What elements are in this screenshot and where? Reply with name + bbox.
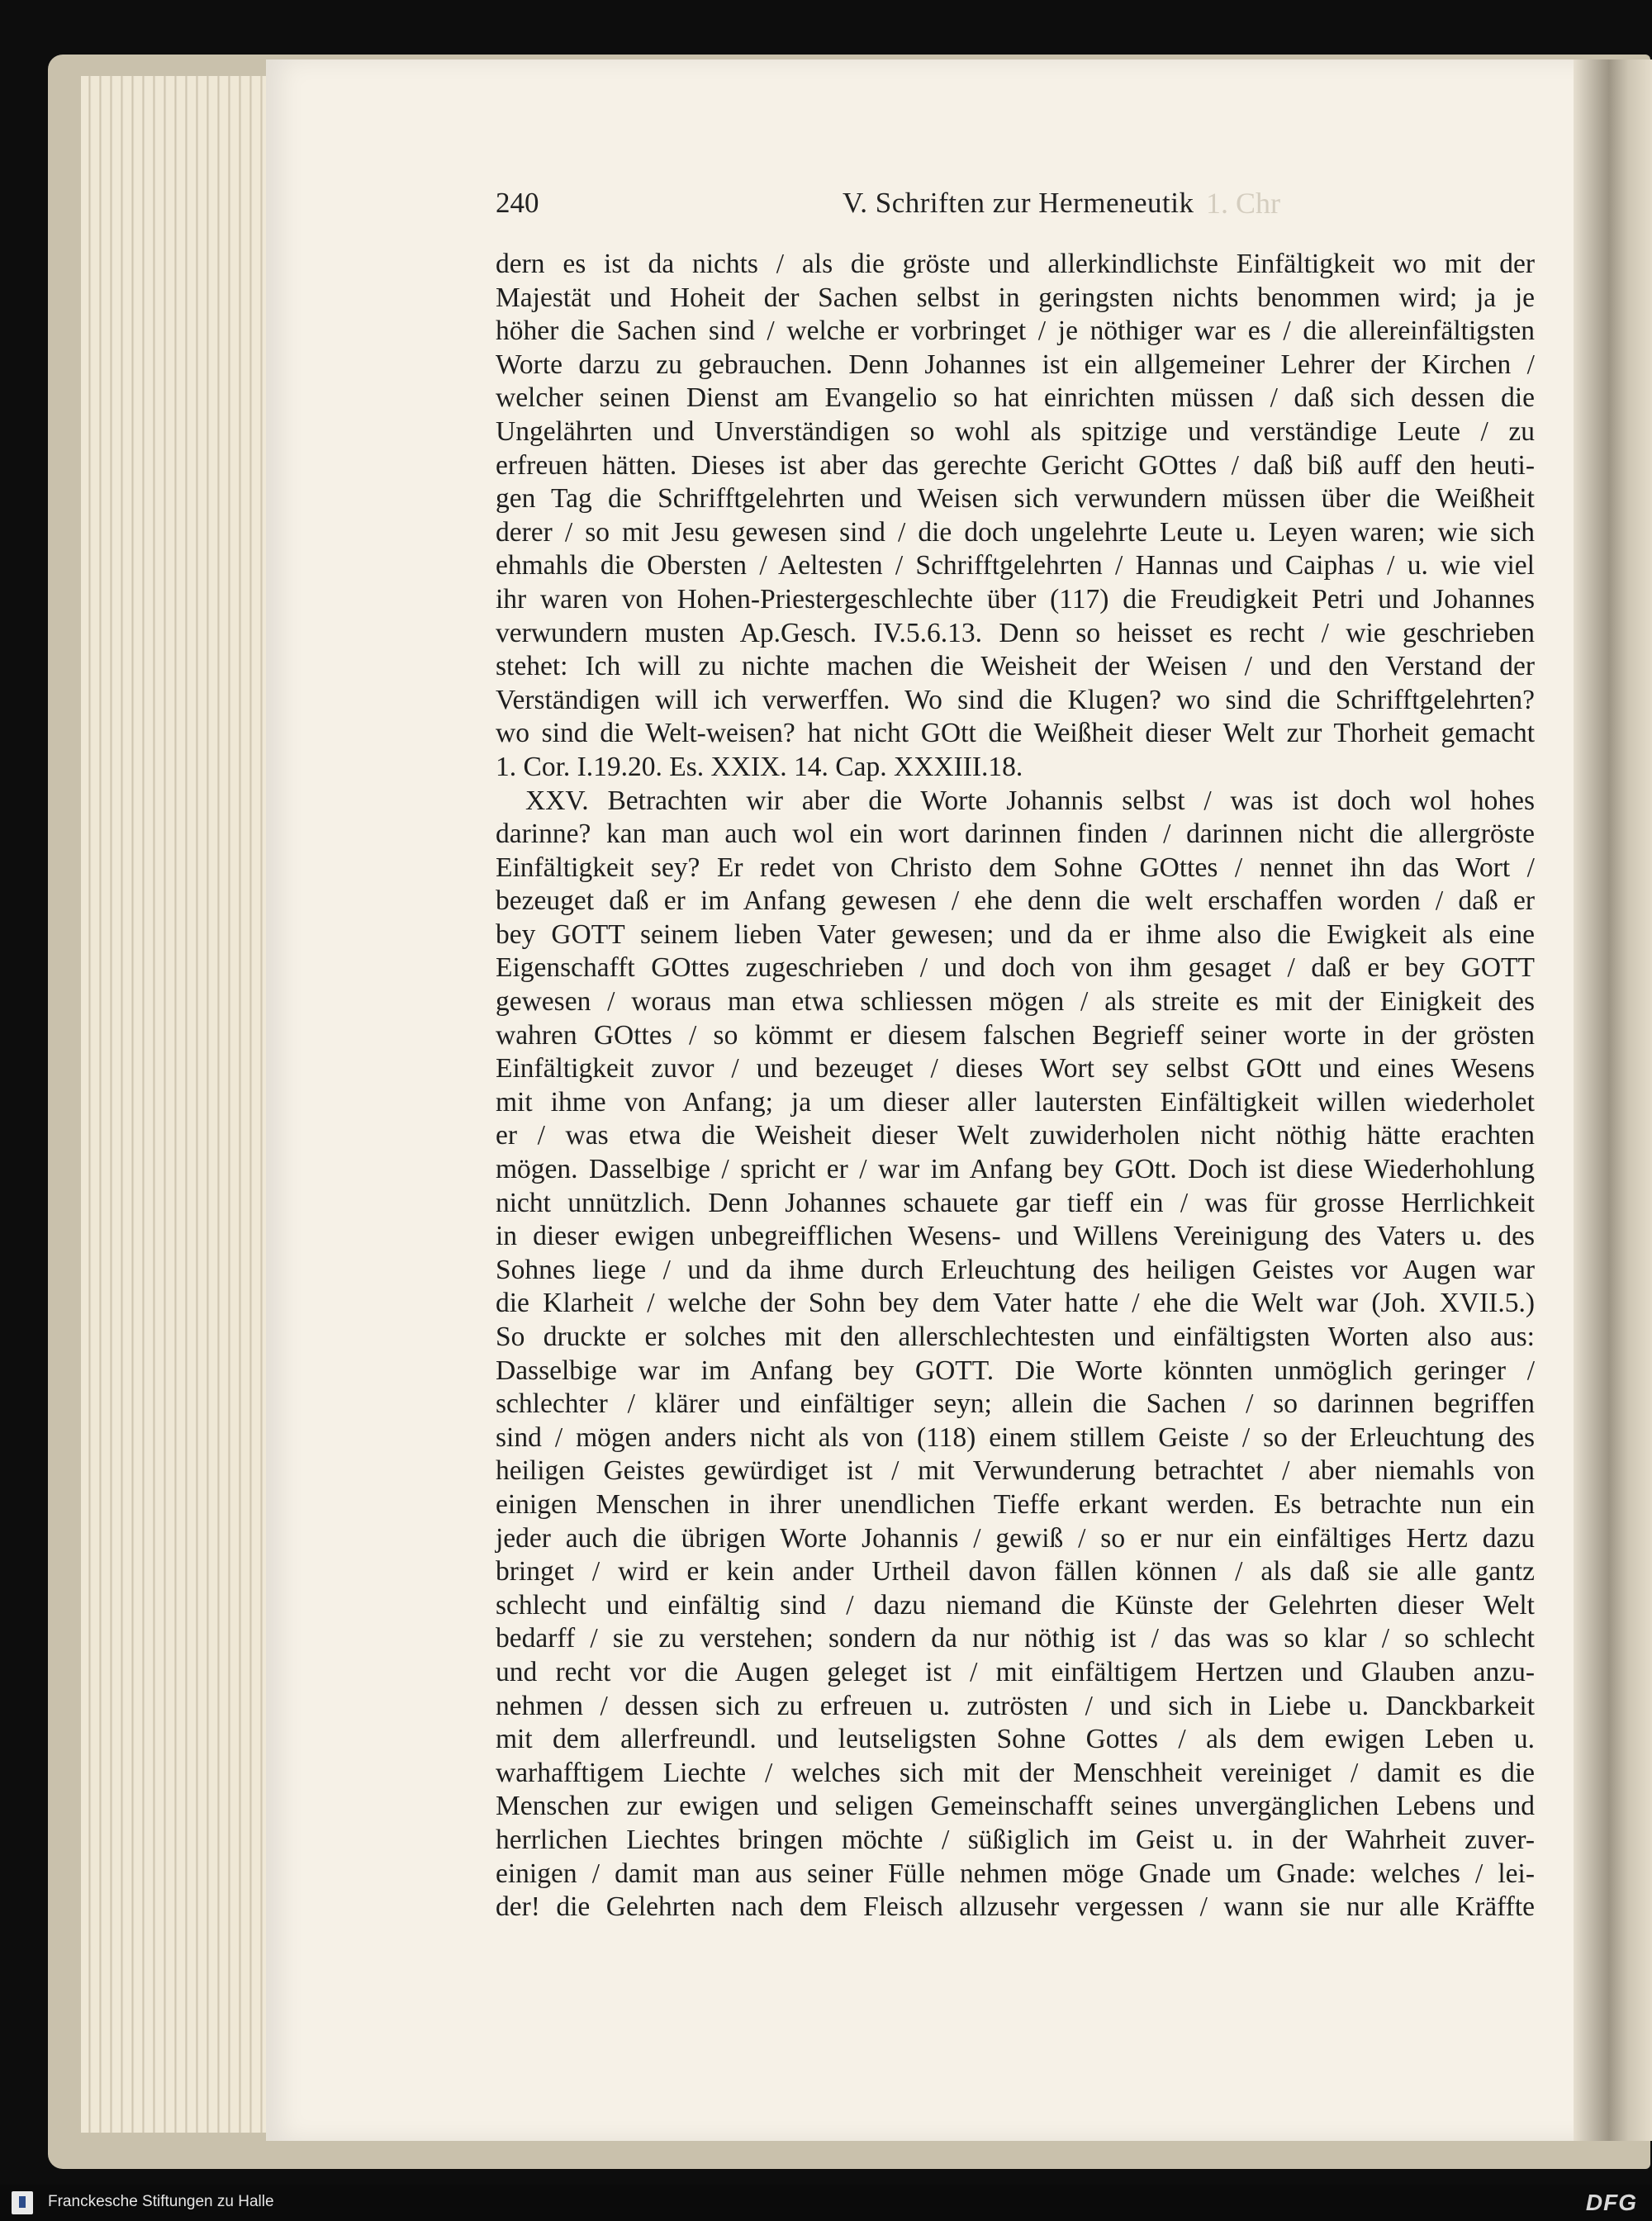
institution-label: Franckesche Stiftungen zu Halle: [48, 2193, 274, 2210]
text-line: Dasselbige war im Anfang bey GOTT. Die Worte könnten unmöglich geringer /: [496, 1355, 1535, 1386]
text-line: darinne? kan man auch wol ein wort darinnen finden / darinnen nicht die allergröste: [496, 819, 1535, 850]
text-line: einigen / damit man aus seiner Fülle nehmen möge Gnade um Gnade: welches / lei-: [496, 1858, 1535, 1889]
text-line: Majestät und Hoheit der Sachen selbst in geringsten nichts benommen wird; ja je: [496, 282, 1535, 313]
text-line: gen Tag die Schrifftgelehrten und Weisen sich verwundern müssen über die Weißheit: [496, 483, 1535, 515]
text-line: wahren GOttes / so kömmt er diesem falschen Begrieff seiner worte in der grösten: [496, 1019, 1535, 1051]
text-line: erfreuen hätten. Dieses ist aber das gerechte Gericht GOttes / daß biß auff den heuti-: [496, 449, 1535, 481]
text-line: nicht unnützlich. Denn Johannes schauete gar tieff ein / was für grosse Herrlichkeit: [496, 1187, 1535, 1218]
text-line: heiligen Geistes gewürdiget ist / mit Verwunderung betrachtet / aber niemahls von: [496, 1455, 1535, 1487]
text-line: herrlichen Liechtes bringen möchte / süßiglich im Geist u. in der Wahrheit zuver-: [496, 1824, 1535, 1855]
page-block-edges: [81, 76, 271, 2133]
text-line: bey GOTT seinem lieben Vater gewesen; und da er ihme also die Ewigkeit als eine: [496, 918, 1535, 950]
text-line: bedarff / sie zu verstehen; sondern da nur nöthig ist / das was so klar / so schlecht: [496, 1623, 1535, 1654]
text-line: XXV. Betrachten wir aber die Worte Johannis selbst / was ist doch wol hohes: [525, 785, 1535, 816]
text-line: einigen Menschen in ihrer unendlichen Tieffe erkant werden. Es betrachte nun ein: [496, 1488, 1535, 1520]
text-line: Einfältigkeit sey? Er redet von Christo dem Sohne GOttes / nennet ihn das Wort /: [496, 852, 1535, 883]
text-line: mit dem allerfreundl. und leutseligsten Sohne Gottes / als dem ewigen Leben u.: [496, 1724, 1535, 1755]
text-line: mögen. Dasselbige / spricht er / war im Anfang bey GOtt. Doch ist diese Wiederhohlung: [496, 1154, 1535, 1185]
text-line: verwundern musten Ap.Gesch. IV.5.6.13. Denn so heisset es recht / wie geschrieben: [496, 617, 1535, 648]
running-head: V. Schriften zur Hermeneutik: [843, 187, 1194, 219]
text-line: wo sind die Welt-weisen? hat nicht GOtt die Weißheit dieser Welt zur Thorheit gemacht: [496, 718, 1535, 749]
text-line: So druckte er solches mit den allerschlechtesten und einfältigsten Worten also aus:: [496, 1322, 1535, 1352]
text-line: ehmahls die Obersten / Aeltesten / Schrifftgelehrten / Hannas und Caiphas / u. wie viel: [496, 550, 1535, 581]
book-gutter: [1574, 59, 1652, 2141]
facing-page-bleed: 1. Chr: [1206, 187, 1280, 220]
text-line: er / was etwa die Weisheit dieser Welt zuwiderholen nicht nöthig hätte erachten: [496, 1120, 1535, 1151]
text-line: ihr waren von Hohen-Priestergeschlechte über (117) die Freudigkeit Petri und Johannes: [496, 583, 1535, 615]
text-line: und recht vor die Augen geleget ist / mit einfältigem Hertzen und Glauben anzu-: [496, 1656, 1535, 1687]
viewer-footer: [0, 2185, 1652, 2221]
text-line: schlecht und einfältig sind / dazu niemand die Künste der Gelehrten dieser Welt: [496, 1589, 1535, 1621]
text-line: mit ihme von Anfang; ja um dieser aller lautersten Einfältigkeit willen wiederholet: [496, 1086, 1535, 1118]
text-line: sind / mögen anders nicht als von (118) einem stillem Geiste / so der Erleuchtung des: [496, 1421, 1535, 1453]
dfg-logo: DFG: [1585, 2190, 1637, 2215]
text-line: höher die Sachen sind / welche er vorbringet / je nöthiger war es / die allereinfältigsten: [496, 316, 1535, 347]
text-line: Eigenschafft GOttes zugeschrieben / und doch von ihm gesaget / daß er bey GOTT: [496, 952, 1535, 984]
text-line: Menschen zur ewigen und seligen Gemeinschafft seines unvergänglichen Lebens und: [496, 1791, 1535, 1822]
text-line: schlechter / klärer und einfältiger seyn; allein die Sachen / so darinnen begriffen: [496, 1388, 1535, 1420]
text-line: bezeuget daß er im Anfang gewesen / ehe denn die welt erschaffen worden / daß er: [496, 885, 1535, 917]
text-line: Einfältigkeit zuvor / und bezeuget / dieses Wort sey selbst GOtt und eines Wesens: [496, 1053, 1535, 1084]
text-line: dern es ist da nichts / als die gröste und allerkindlichste Einfältigkeit wo mit der: [496, 249, 1535, 279]
text-line: welcher seinen Dienst am Evangelio so hat einrichten müssen / daß sich dessen die: [496, 382, 1535, 414]
text-line: die Klarheit / welche der Sohn bey dem Vater hatte / ehe die Welt war (Joh. XVII.5.): [496, 1288, 1535, 1319]
text-line: bringet / wird er kein ander Urtheil davon fällen können / als daß sie alle gantz: [496, 1556, 1535, 1587]
text-line: warhafftigem Liechte / welches sich mit der Menschheit vereiniget / damit es die: [496, 1757, 1535, 1788]
text-line: derer / so mit Jesu gewesen sind / die doch ungelehrte Leute u. Leyen waren; wie sich: [496, 516, 1535, 548]
page-number: 240: [496, 187, 539, 219]
text-line: Ungelährten und Unverständigen so wohl als spitzige und verständige Leute / zu: [496, 415, 1535, 447]
text-line: stehet: Ich will zu nichte machen die Weisheit der Weisen / und den Verstand der: [496, 651, 1535, 682]
text-line: nehmen / dessen sich zu erfreuen u. zutrösten / und sich in Liebe u. Danckbarkeit: [496, 1690, 1535, 1721]
text-line: gewesen / woraus man etwa schliessen mögen / als streite es mit der Einigkeit des: [496, 986, 1535, 1018]
text-line: 1. Cor. I.19.20. Es. XXIX. 14. Cap. XXXIII.18.: [496, 751, 1023, 782]
text-line: Verständigen will ich verwerffen. Wo sind die Klugen? wo sind die Schrifftgelehrten?: [496, 684, 1535, 715]
institution-logo-icon: [12, 2191, 33, 2214]
text-line: Sohnes liege / und da ihme durch Erleuchtung des heiligen Geistes vor Augen war: [496, 1254, 1535, 1285]
text-line: der! die Gelehrten nach dem Fleisch allzusehr vergessen / wann sie nur alle Kräffte: [496, 1891, 1535, 1923]
text-line: jeder auch die übrigen Worte Johannis / gewiß / so er nur ein einfältiges Hertz dazu: [496, 1522, 1535, 1554]
body-text: [496, 248, 1535, 1924]
text-line: Worte darzu zu gebrauchen. Denn Johannes ist ein allgemeiner Lehrer der Kirchen /: [496, 349, 1535, 380]
text-line: in dieser ewigen unbegreifflichen Wesens- und Willens Vereinigung des Vaters u. des: [496, 1221, 1535, 1252]
